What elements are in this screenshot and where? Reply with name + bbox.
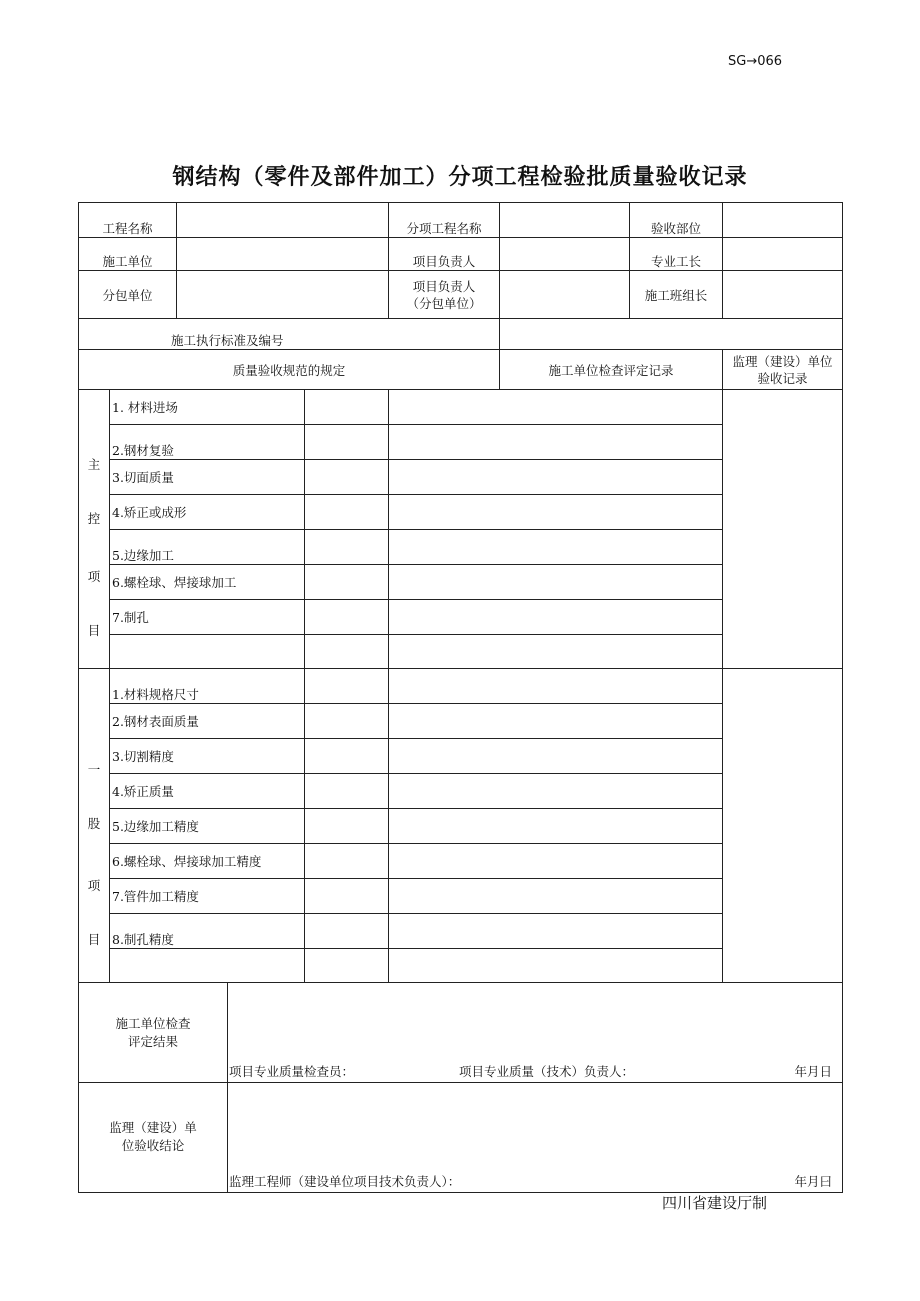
general-item-spec[interactable] (305, 914, 389, 949)
main-item-record[interactable] (389, 635, 723, 669)
general-item-spec[interactable] (305, 809, 389, 844)
main-item-spec[interactable] (305, 565, 389, 600)
main-item-label: 5.边缘加工 (110, 530, 305, 565)
general-item-label: 4.矫正质量 (110, 774, 305, 809)
subcontract-unit-value[interactable] (177, 271, 389, 319)
general-item-record[interactable] (389, 774, 723, 809)
general-item-label: 1.材料规格尺寸 (110, 669, 305, 704)
main-control-char: 项 (87, 569, 101, 584)
main-item-label: 2.钢材复验 (110, 425, 305, 460)
page-title: 钢结构（零件及部件加工）分项工程检验批质量验收记录 (172, 165, 748, 190)
general-item-spec[interactable] (305, 949, 389, 983)
supervisor-column-header (723, 350, 843, 390)
project-manager-sub-value[interactable] (500, 271, 630, 319)
main-item-label: 1. 材料进场 (110, 390, 305, 425)
acceptance-part-value[interactable] (723, 203, 843, 238)
main-item-spec[interactable] (305, 390, 389, 425)
construction-result-row (79, 983, 843, 1083)
construction-unit-value[interactable] (177, 238, 389, 271)
supervising-engineer-label: 监理工程师（建设单位项目技术负责人）： (229, 1174, 461, 1189)
sub-project-name-value[interactable] (500, 203, 630, 238)
general-item-spec[interactable] (305, 739, 389, 774)
project-manager-label: 项目负责人 (389, 238, 500, 271)
construction-result-title (79, 1015, 227, 1051)
general-items-label (79, 669, 110, 983)
general-item-label: 7.管件加工精度 (110, 879, 305, 914)
general-item-record[interactable] (389, 844, 723, 879)
project-manager-value[interactable] (500, 238, 630, 271)
construction-unit-label: 施工单位 (79, 238, 177, 271)
general-item-record[interactable] (389, 914, 723, 949)
main-supervisor-record[interactable] (723, 390, 843, 669)
main-item-spec[interactable] (305, 460, 389, 495)
professional-foreman-value[interactable] (723, 238, 843, 271)
general-supervisor-record[interactable] (723, 669, 843, 983)
main-item-label: 4.矫正或成形 (110, 495, 305, 530)
supervisor-result-title-line1: 监理（建设）单 (109, 1120, 197, 1135)
main-control-label (79, 390, 110, 669)
general-char: 一 (87, 762, 101, 777)
construction-result-title-line1: 施工单位检查 (115, 1016, 191, 1031)
team-leader-value[interactable] (723, 271, 843, 319)
main-item-record[interactable] (389, 530, 723, 565)
standard-label: 施工执行标准及编号 (79, 319, 500, 350)
general-item-record[interactable] (389, 669, 723, 704)
supervisor-result-title-line2: 位验收结论 (121, 1138, 185, 1153)
general-item-label: 2.钢材表面质量 (110, 704, 305, 739)
general-item-label: 5.边缘加工精度 (110, 809, 305, 844)
main-item-spec[interactable] (305, 635, 389, 669)
issuer-footer: 四川省建设厅制 (662, 1194, 768, 1212)
general-char: 股 (87, 816, 101, 831)
general-item-label: 8.制孔精度 (110, 914, 305, 949)
main-item-record[interactable] (389, 390, 723, 425)
supervisor-header-line2: 验收记录 (757, 370, 808, 386)
acceptance-form (78, 202, 843, 1193)
main-item-record[interactable] (389, 460, 723, 495)
general-item-spec[interactable] (305, 844, 389, 879)
main-item-record[interactable] (389, 565, 723, 600)
supervisor-date-label: 年月曰 (794, 1174, 833, 1189)
general-item-record[interactable] (389, 949, 723, 983)
general-item-record[interactable] (389, 809, 723, 844)
professional-foreman-label: 专业工长 (630, 238, 723, 271)
general-item-spec[interactable] (305, 879, 389, 914)
main-control-char: 主 (87, 457, 101, 472)
quality-inspector-label: 项目专业质量检查员： (229, 1064, 355, 1079)
general-item-spec[interactable] (305, 669, 389, 704)
main-item-label: 7.制孔 (110, 600, 305, 635)
main-item-record[interactable] (389, 495, 723, 530)
spec-column-header: 质量验收规范的规定 (79, 350, 500, 390)
general-item-spec[interactable] (305, 704, 389, 739)
main-item-spec[interactable] (305, 425, 389, 460)
acceptance-part-label: 验收部位 (630, 203, 723, 238)
team-leader-label: 施工班组长 (630, 271, 723, 319)
main-item-spec[interactable] (305, 495, 389, 530)
general-item-label: 3.切割精度 (110, 739, 305, 774)
main-item-label: 3.切面质量 (110, 460, 305, 495)
sub-project-name-label: 分项工程名称 (389, 203, 500, 238)
general-item-label (110, 949, 305, 983)
supervisor-header-line1: 监理（建设）单位 (732, 353, 833, 369)
document-code: SG→066 (728, 54, 783, 69)
standard-value[interactable] (500, 319, 843, 350)
project-manager-sub-label (389, 271, 500, 319)
main-item-spec[interactable] (305, 600, 389, 635)
main-control-char: 控 (87, 511, 101, 526)
general-char: 目 (87, 932, 101, 947)
general-item-record[interactable] (389, 879, 723, 914)
subcontract-unit-label: 分包单位 (79, 271, 177, 319)
project-manager-sub-text: 项目负责人 (412, 278, 476, 294)
main-item-label: 6.螺栓球、焊接球加工 (110, 565, 305, 600)
general-item-record[interactable] (389, 739, 723, 774)
project-name-label: 工程名称 (79, 203, 177, 238)
project-manager-sub-note: （分包单位） (406, 295, 482, 311)
main-control-char: 目 (87, 623, 101, 638)
construction-result-title-line2: 评定结果 (127, 1034, 178, 1049)
general-item-record[interactable] (389, 704, 723, 739)
main-item-record[interactable] (389, 425, 723, 460)
main-item-label (110, 635, 305, 669)
supervisor-result-title (79, 1119, 227, 1155)
supervisor-result-row (79, 1083, 843, 1193)
main-item-record[interactable] (389, 600, 723, 635)
general-char: 项 (87, 878, 101, 893)
construction-date-label: 年月日 (794, 1064, 833, 1079)
general-item-label: 6.螺栓球、焊接球加工精度 (110, 844, 305, 879)
technical-lead-label: 项目专业质量（技术）负责人： (459, 1064, 635, 1079)
general-item-spec[interactable] (305, 774, 389, 809)
project-name-value[interactable] (177, 203, 389, 238)
main-item-spec[interactable] (305, 530, 389, 565)
construction-record-column-header: 施工单位检查评定记录 (500, 350, 723, 390)
